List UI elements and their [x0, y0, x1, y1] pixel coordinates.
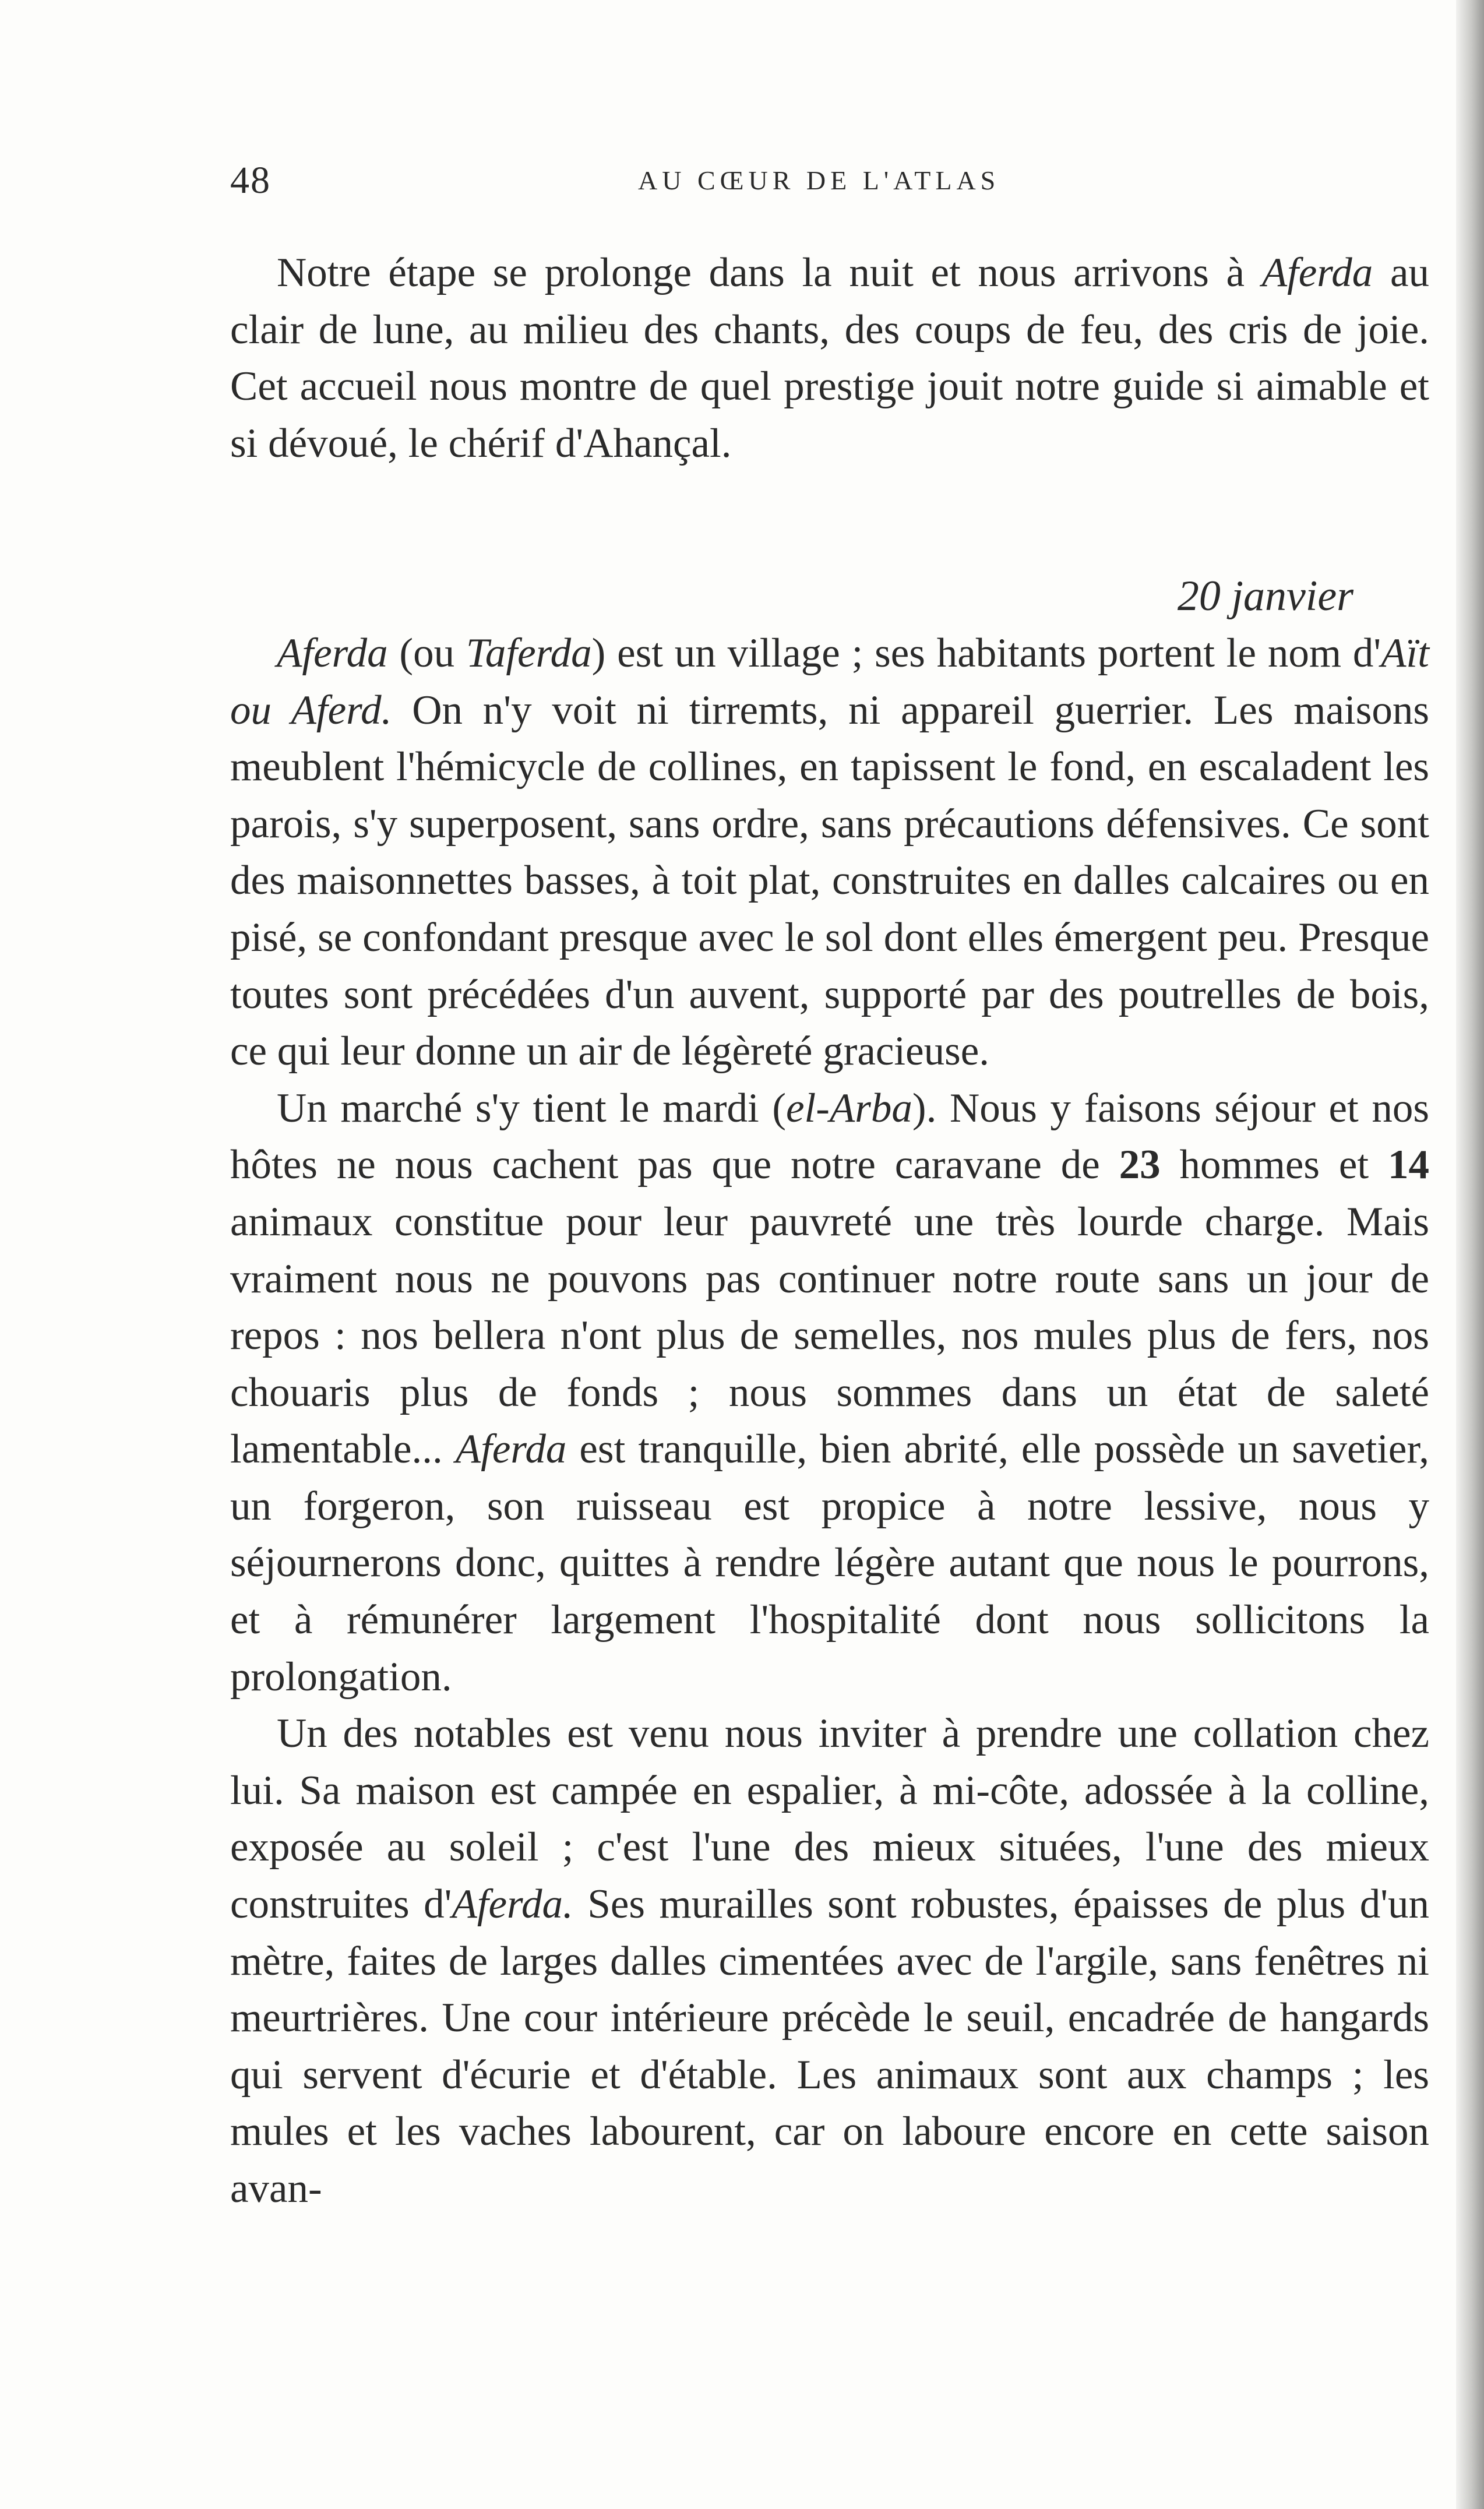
paragraph-2	[230, 625, 1429, 1080]
paragraph-1	[230, 245, 1429, 472]
running-head	[230, 154, 1425, 207]
paragraph-4	[230, 1705, 1429, 2217]
place-name: Taferda	[466, 630, 592, 676]
body-text	[230, 245, 1429, 2218]
text-run: est tranquille, bien abrité, elle possède un savetier, un forgeron, son ruisseau est propice à notre lessive, nous y séjournerons donc, quittes à rendre légère autant que nous le pourrons, et à rémunérer largement l'hospitalité dont nous sollicitons la prolongation.	[230, 1426, 1429, 1700]
text-run: Un marché s'y tient le mardi (	[277, 1085, 787, 1131]
text-run: Un des notables est venu nous inviter à prendre une collation chez lui. Sa maison est campée en espalier, à mi-côte, adossée à la colline, exposée au soleil ; c'est l'une des mieux situées, l'une des mieux construites d'	[230, 1711, 1429, 1927]
text-run: ) est un village ; ses habitants portent le nom d'	[591, 630, 1381, 676]
running-title: AU CŒUR DE L'ATLAS	[638, 165, 1000, 195]
text-run: Notre étape se prolonge dans la nuit et nous arrivons à	[277, 250, 1262, 295]
text-run: ). Nous y faisons séjour et nos hôtes ne nous cachent pas que notre caravane de	[230, 1085, 1429, 1188]
text-run: au clair de lune, au milieu des chants, des coups de feu, des cris de joie. Cet accueil nous montre de quel prestige jouit notre guide si aimable et si dévoué, le chérif d'Ahançal.	[230, 250, 1429, 466]
page-gutter-shadow	[1456, 0, 1484, 2509]
text-run: On n'y voit ni tirremts, ni appareil guerrier. Les maisons meublent l'hémicycle de collines, en tapissent le fond, en escaladent les parois, s'y superposent, sans ordre, sans précautions défensives. Ce sont des maisonnettes basses, à toit plat, construites en dalles calcaires ou en pisé, se confondant presque avec le sol dont elles émergent peu. Presque toutes sont précédées d'un auvent, supporté par des poutrelles de bois, ce qui leur donne un air de légèreté gracieuse.	[230, 687, 1429, 1074]
tribe-name: Aït ou Aferd.	[230, 630, 1429, 733]
place-name: Aferda	[1261, 250, 1373, 295]
text-run: (ou	[387, 630, 466, 676]
place-name: Aferda	[455, 1426, 567, 1472]
text-run: Ses murailles sont robustes, épaisses de plus d'un mètre, faites de larges dalles cimentées avec de l'argile, sans fenêtres ni meurtrières. Une cour intérieure précède le seuil, encadrée de hangards qui servent d'écurie et d'étable. Les animaux sont aux champs ; les mules et les vaches labourent, car on laboure encore en cette saison avan-	[230, 1881, 1430, 2211]
place-name: Aferda	[277, 630, 388, 676]
place-name: Aferda.	[452, 1881, 573, 1927]
number: 23	[1119, 1142, 1161, 1188]
paragraph-3	[230, 1080, 1429, 1706]
dateline: 20 janvier	[1177, 572, 1353, 621]
page-number: 48	[230, 159, 271, 202]
number: 14	[1387, 1142, 1429, 1188]
text-run: hommes et	[1160, 1142, 1388, 1188]
market-name: el-Arba	[786, 1085, 912, 1131]
text-run: animaux constitue pour leur pauvreté une très lourde charge. Mais vraiment nous ne pouvons pas continuer notre route sans un jour de repos : nos bellera n'ont plus de semelles, nos mules plus de fers, nos chouaris plus de fonds ; nous sommes dans un état de saleté lamentable...	[230, 1199, 1429, 1472]
